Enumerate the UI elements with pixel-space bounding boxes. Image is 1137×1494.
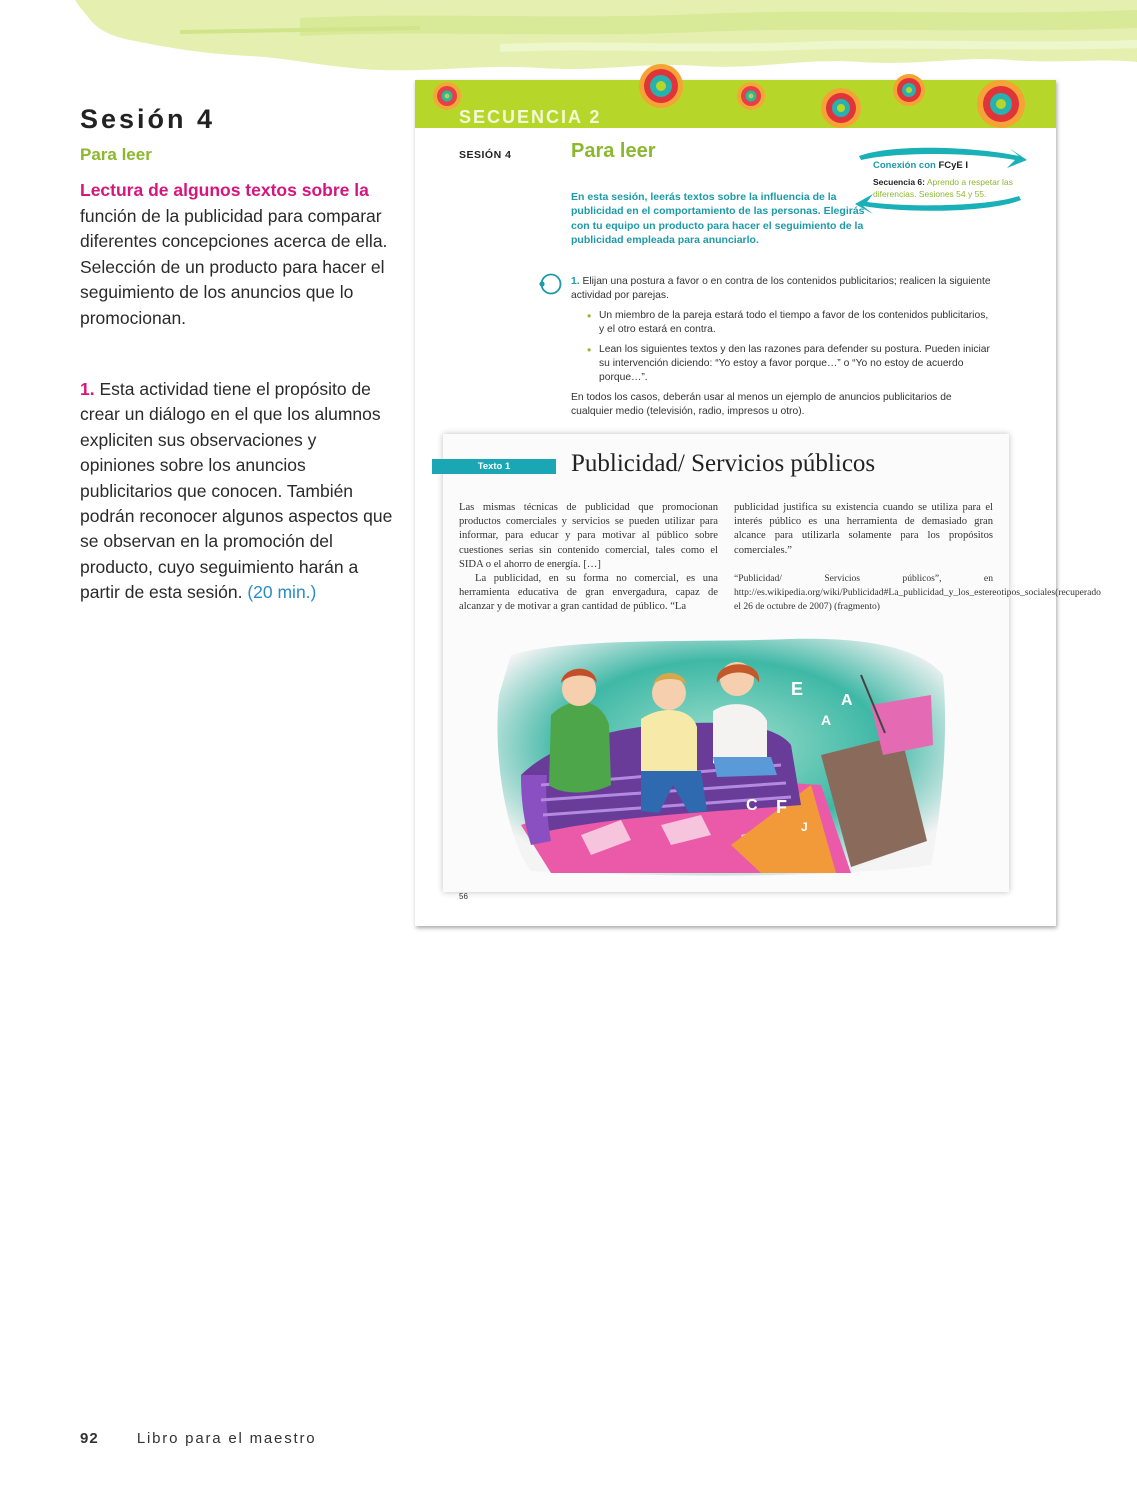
session-title: Sesión 4 xyxy=(80,104,216,134)
activity-circle-icon xyxy=(539,272,563,296)
student-page-intro: En esta sesión, leerás textos sobre la influencia de la publicidad en el comportamiento de las personas. Elegirás con tu equipo un producto para hacer el seguimiento de la publicidad empleada para anunciarlo. xyxy=(571,191,865,246)
connection-subject: FCyE I xyxy=(938,160,969,171)
activity-footer-text: En todos los casos, deberán usar al menos un ejemplo de anuncios publicitarios de cualquier medio (televisión, radio, impresos u otro). xyxy=(571,392,952,417)
text-card-left-column xyxy=(459,501,718,615)
student-page-thumbnail xyxy=(415,80,1101,926)
activity-main xyxy=(571,275,996,303)
text-citation: “Publicidad/ Servicios públicos”, en http://es.wikipedia.org/wiki/Publicidad#La_publicidad_y_los_estereotipos_sociales(recuperado el 26 de octubre de 2007) (fragmento) xyxy=(734,572,1101,612)
connection-title xyxy=(873,160,968,171)
activity-number: 1. xyxy=(571,276,580,287)
connection-sequence-text: Aprendo a respetar las diferencias. Sesiones 54 y 55. xyxy=(873,177,1013,199)
text-paragraph: Las mismas técnicas de publicidad que promocionan productos comerciales y servicios se pueden utilizar para informar, para educar y para motivar al público sobre cuestiones serias sin contenido comercial, tales como el SIDA o el ahorro de energía. […] xyxy=(459,502,718,570)
activity-bullet: • Lean los siguientes textos y den las razones para defender su postura. Pueden iniciar su intervención diciendo: “Yo estoy a favor porque…” o “Yo no estoy de acuerdo porque…”. xyxy=(587,343,996,385)
footer-book-label: Libro para el maestro xyxy=(136,1430,317,1447)
activity-instructions xyxy=(571,275,996,419)
session-subtitle: Para leer xyxy=(80,145,152,164)
connection-sequence-label: Secuencia 6: xyxy=(873,177,925,187)
text-paragraph: publicidad justifica su existencia cuando se utiliza para el interés público es una herramienta de demasiado gran alcance para utilizarla solamente para los propósitos comerciales.” xyxy=(734,502,993,556)
activity-note-time: (20 min.) xyxy=(247,582,317,603)
sequence-label: SECUENCIA 2 xyxy=(459,107,602,127)
student-page-title: Para leer xyxy=(571,140,656,162)
session-intro-text: función de la publicidad para comparar diferentes concepciones acerca de ella. Selección de un producto para hacer el seguimiento de los anuncios que lo promocionan. xyxy=(80,205,388,328)
page-footer xyxy=(80,1430,316,1447)
text-card-title: Publicidad/ Servicios públicos xyxy=(571,450,876,477)
svg-text:E: E xyxy=(791,679,804,699)
svg-text:A: A xyxy=(821,712,832,728)
session-intro xyxy=(80,178,395,331)
svg-text:C: C xyxy=(746,797,758,814)
student-page-number: 56 xyxy=(459,892,468,901)
connection-callout xyxy=(851,142,1031,222)
session-intro-highlight: Lectura de algunos textos sobre la xyxy=(80,180,369,200)
activity-note-number: 1. xyxy=(80,379,95,399)
text-card-tab: Texto 1 xyxy=(432,459,556,474)
text-card-right-column xyxy=(734,501,1101,614)
connection-body xyxy=(873,176,1018,200)
activity-bullet: • Un miembro de la pareja estará todo el tiempo a favor de los contenidos publicitarios, y el otro estará en contra. xyxy=(587,309,996,337)
children-watching-tv-illustration xyxy=(491,635,949,879)
activity-bullet-list xyxy=(571,309,996,385)
connection-title-prefix: Conexión con xyxy=(873,160,936,171)
left-column xyxy=(80,104,395,606)
activity-main-text: Elijan una postura a favor o en contra de los contenidos publicitarios; realicen la siguiente actividad por parejas. xyxy=(571,276,991,301)
svg-text:A: A xyxy=(841,692,853,709)
svg-text:J: J xyxy=(801,820,808,834)
text-paragraph: La publicidad, en su forma no comercial, es una herramienta educativa de gran envergadura, capaz de alcanzar y de motivar a gran cantidad de público. “La xyxy=(459,573,718,613)
footer-page-number: 92 xyxy=(80,1430,99,1447)
activity-note-text: Esta actividad tiene el propósito de crear un diálogo en el que los alumnos expliciten sus observaciones y opiniones sobre los anuncios publicitarios que conocen. También podrán reconocer algunos aspectos que se observan en la promoción del producto, cuyo seguimiento harán a partir de esta sesión. xyxy=(80,379,393,603)
activity-note xyxy=(80,377,395,606)
student-session-label: SESIÓN 4 xyxy=(459,149,512,161)
decorative-brush-band xyxy=(0,0,1137,80)
svg-text:F: F xyxy=(776,797,787,817)
